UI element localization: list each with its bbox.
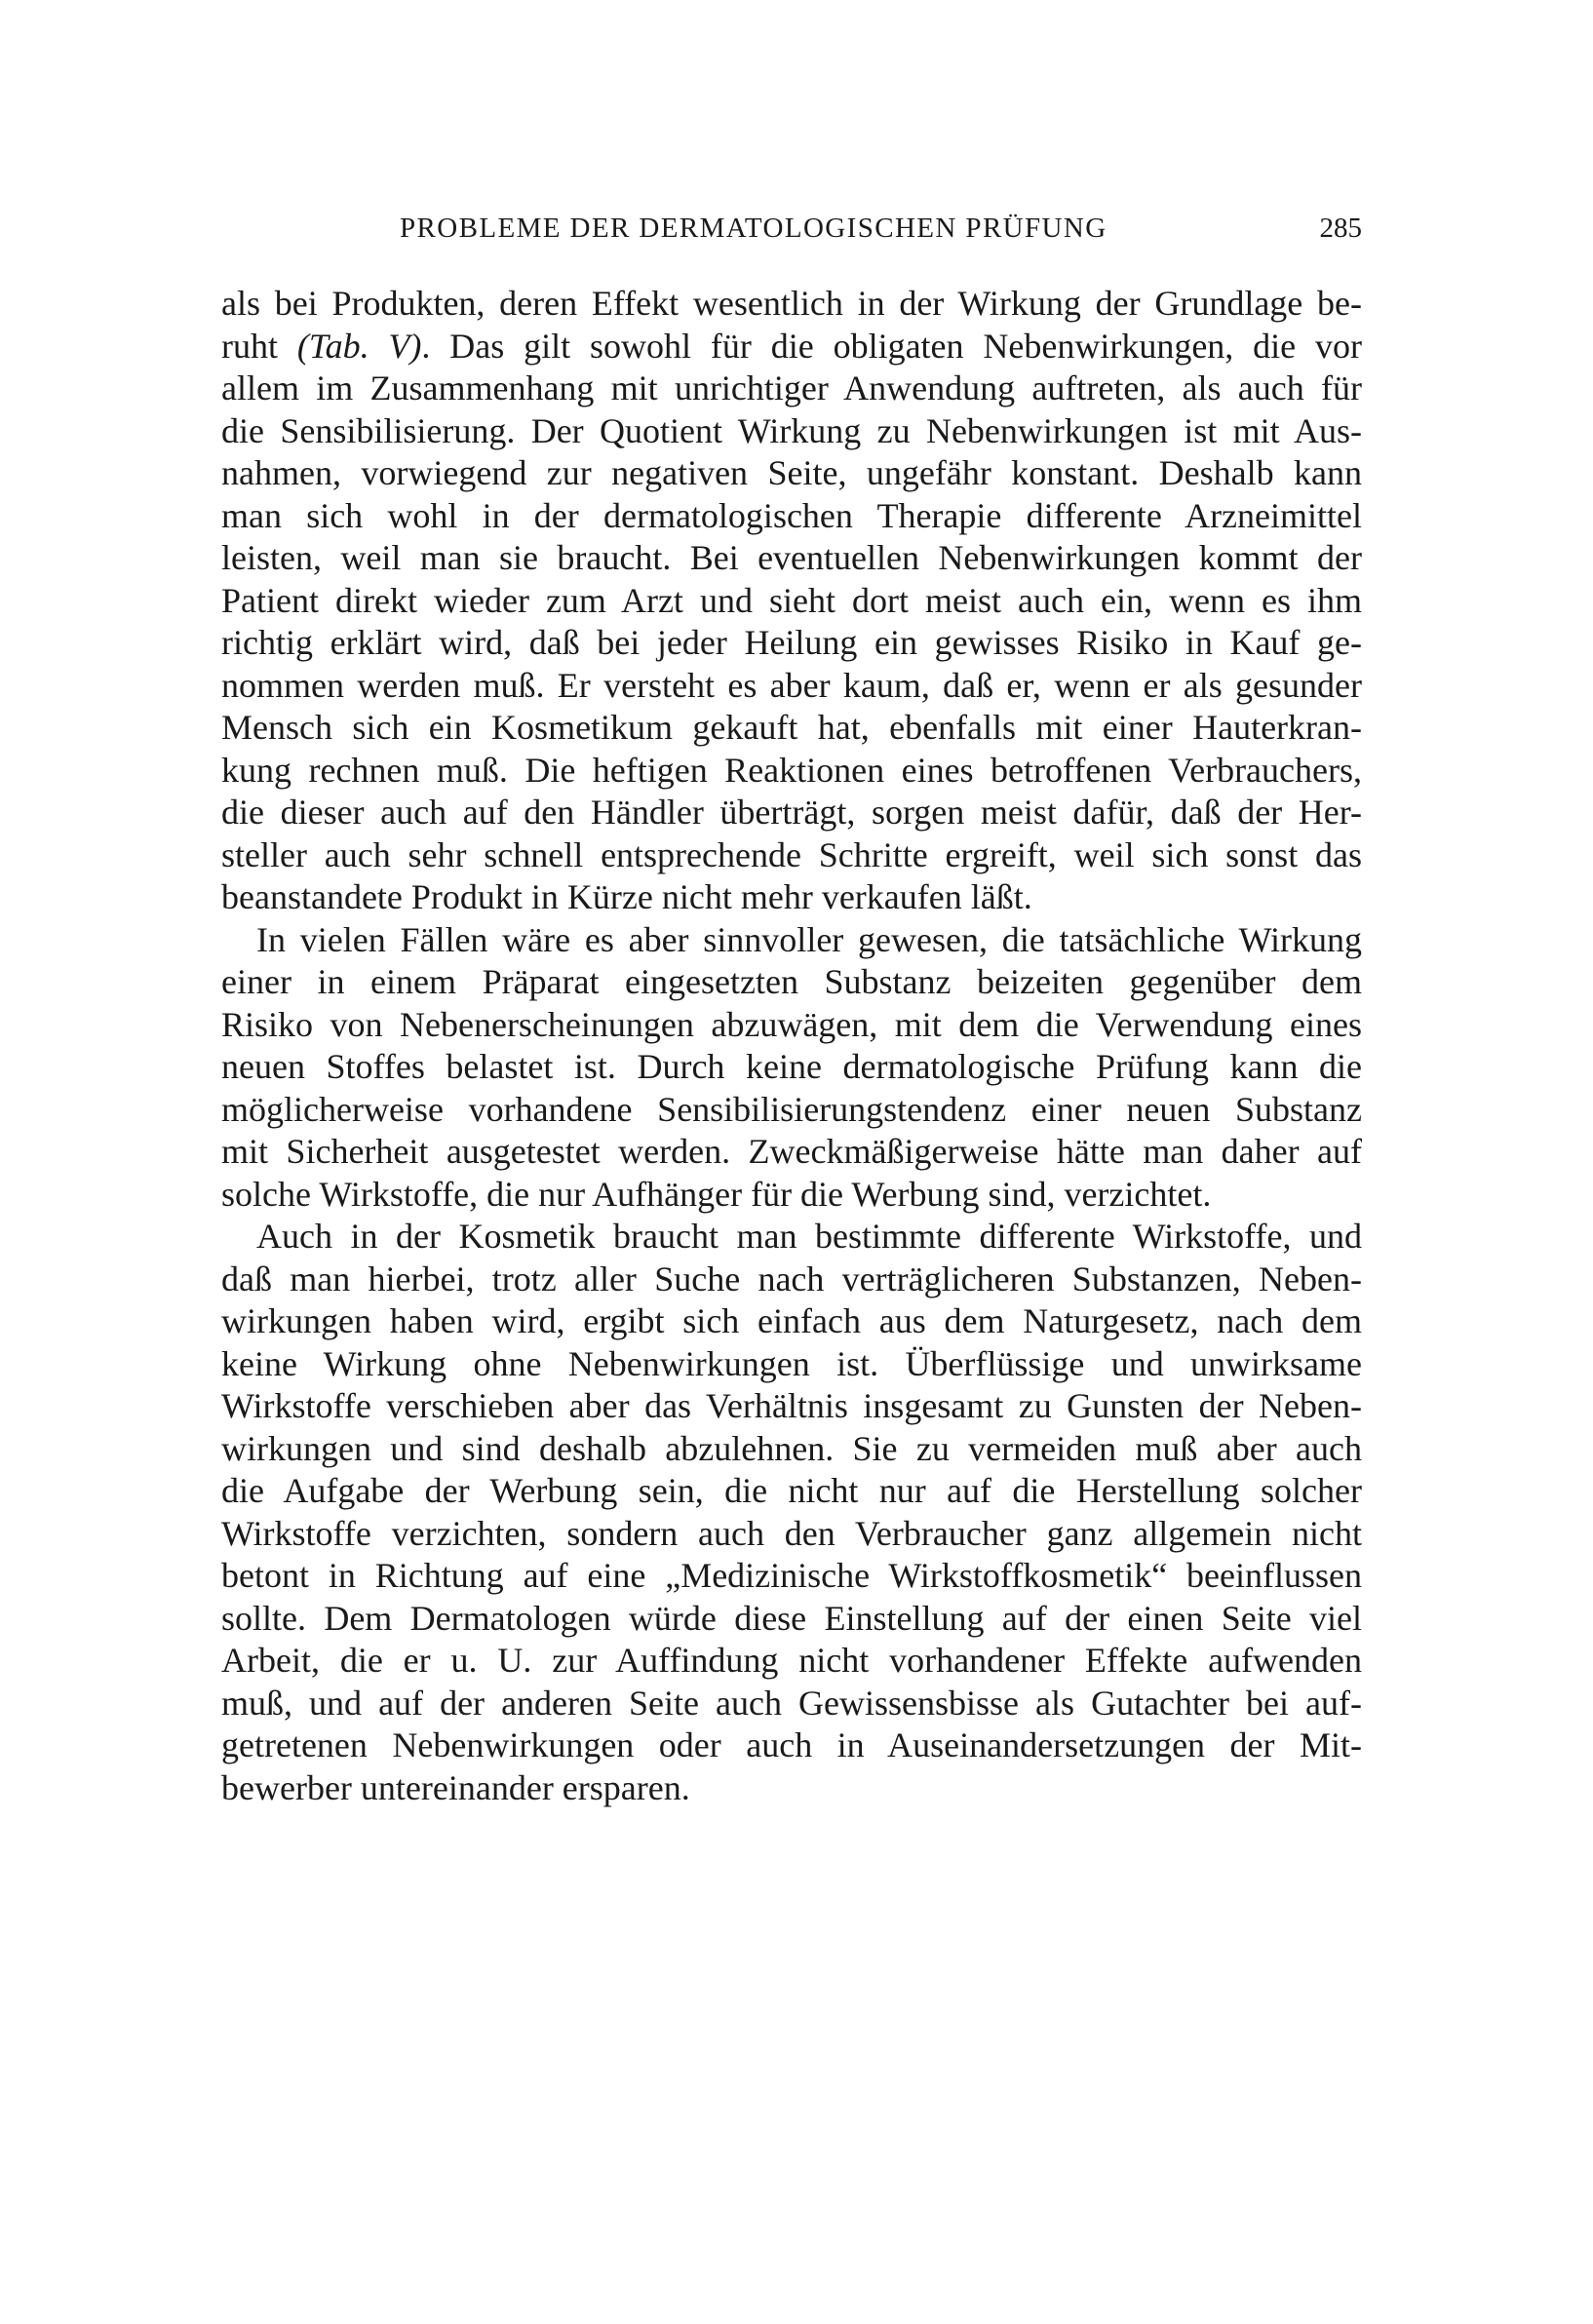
text-line	[221, 834, 1362, 877]
text-line	[221, 1598, 1362, 1641]
text-line	[221, 1089, 1362, 1132]
text-line	[221, 368, 1362, 410]
text-line	[221, 961, 1362, 1004]
text-line	[221, 792, 1362, 834]
line-text: nommen werden muß. Er versteht es aber kaum, daß er, wenn er als gesunder	[221, 665, 1362, 705]
line-text: steller auch sehr schnell entsprechende Schritte ergreift, weil sich sonst das	[221, 834, 1362, 874]
line-text: nahmen, vorwiegend zur negativen Seite, ungefähr konstant. Deshalb kann	[221, 453, 1362, 492]
text-line	[221, 1004, 1362, 1047]
line-text: Wirkstoffe verschieben aber das Verhältnis insgesamt zu Gunsten der Neben-	[221, 1386, 1362, 1425]
text-line	[221, 1555, 1362, 1598]
line-text: kung rechnen muß. Die heftigen Reaktionen eines betroffenen Verbrauchers,	[221, 750, 1362, 790]
line-text: leisten, weil man sie braucht. Bei eventuellen Nebenwirkungen kommt der	[221, 538, 1362, 577]
text-line	[221, 1767, 1362, 1810]
paragraph	[221, 283, 1362, 919]
line-text: muß, und auf der anderen Seite auch Gewissensbisse als Gutachter bei auf-	[221, 1683, 1362, 1723]
line-text: die Sensibilisierung. Der Quotient Wirkung zu Nebenwirkungen ist mit Aus-	[221, 410, 1362, 450]
line-text: Risiko von Nebenerscheinungen abzuwägen, mit dem die Verwendung eines	[221, 1004, 1362, 1044]
text-line	[221, 1470, 1362, 1513]
text-line	[221, 410, 1362, 453]
text-line	[221, 1131, 1362, 1174]
text-line	[221, 919, 1362, 962]
text-line	[221, 452, 1362, 495]
paragraph	[221, 1216, 1362, 1809]
text-line	[221, 495, 1362, 538]
line-text: wirkungen und sind deshalb abzulehnen. Sie zu vermeiden muß aber auch	[221, 1428, 1362, 1468]
line-text: Auch in der Kosmetik braucht man bestimmte differente Wirkstoffe, und	[256, 1217, 1362, 1256]
line-text: ruht	[221, 326, 297, 366]
line-text: richtig erklärt wird, daß bei jeder Heilung ein gewisses Risiko in Kauf ge-	[221, 623, 1362, 662]
line-text: solche Wirkstoffe, die nur Aufhänger für die Werbung sind, verzichtet.	[221, 1174, 1212, 1214]
text-line	[221, 750, 1362, 793]
line-text: beanstandete Produkt in Kürze nicht mehr verkaufen läßt.	[221, 877, 1032, 916]
text-line	[221, 326, 1362, 368]
text-line	[221, 283, 1362, 326]
line-text: Mensch sich ein Kosmetikum gekauft hat, ebenfalls mit einer Hauterkran-	[221, 708, 1362, 747]
line-text: betont in Richtung auf eine „Medizinische Wirkstoffkosmetik“ beeinflussen	[221, 1556, 1362, 1595]
line-text: Arbeit, die er u. U. zur Auffindung nicht vorhandener Effekte aufwenden	[221, 1641, 1362, 1680]
text-line	[221, 1046, 1362, 1089]
text-line	[221, 1343, 1362, 1386]
text-line	[221, 876, 1362, 919]
text-line	[221, 707, 1362, 750]
page-number: 285	[1319, 213, 1362, 244]
line-text-continued: . Das gilt sowohl für die obligaten Nebenwirkungen, die vor	[421, 326, 1362, 366]
line-text: In vielen Fällen wäre es aber sinnvoller gewesen, die tatsächliche Wirkung	[256, 919, 1362, 959]
line-text: getretenen Nebenwirkungen oder auch in Auseinandersetzungen der Mit-	[221, 1725, 1362, 1764]
line-text: neuen Stoffes belastet ist. Durch keine dermatologische Prüfung kann die	[221, 1047, 1362, 1086]
text-line	[221, 1259, 1362, 1301]
text-line	[221, 1216, 1362, 1259]
text-line	[221, 1385, 1362, 1428]
line-text: die Aufgabe der Werbung sein, die nicht nur auf die Herstellung solcher	[221, 1471, 1362, 1510]
line-text: man sich wohl in der dermatologischen Therapie differente Arzneimittel	[221, 495, 1362, 535]
text-line	[221, 622, 1362, 665]
table-reference: (Tab. V)	[296, 326, 422, 366]
line-text: die dieser auch auf den Händler überträgt, sorgen meist dafür, daß der Her-	[221, 793, 1362, 832]
line-text: allem im Zusammenhang mit unrichtiger Anwendung auftreten, als auch für	[221, 368, 1362, 407]
text-line	[221, 665, 1362, 708]
text-line	[221, 1300, 1362, 1343]
line-text: Patient direkt wieder zum Arzt und sieht dort meist auch ein, wenn es ihm	[221, 580, 1362, 620]
line-text: daß man hierbei, trotz aller Suche nach verträglicheren Substanzen, Neben-	[221, 1259, 1362, 1298]
text-line	[221, 580, 1362, 623]
running-head	[221, 213, 1362, 252]
body-text	[221, 283, 1362, 1809]
line-text: keine Wirkung ohne Nebenwirkungen ist. Überflüssige und unwirksame	[221, 1343, 1362, 1383]
line-text: als bei Produkten, deren Effekt wesentlich in der Wirkung der Grundlage be-	[221, 284, 1362, 323]
line-text: sollte. Dem Dermatologen würde diese Einstellung auf der einen Seite viel	[221, 1598, 1362, 1638]
text-line	[221, 1174, 1362, 1217]
line-text: bewerber untereinander ersparen.	[221, 1767, 690, 1807]
line-text: Wirkstoffe verzichten, sondern auch den Verbraucher ganz allgemein nicht	[221, 1513, 1362, 1553]
text-line	[221, 537, 1362, 580]
text-line	[221, 1683, 1362, 1725]
text-line	[221, 1640, 1362, 1683]
running-title: PROBLEME DER DERMATOLOGISCHEN PRÜFUNG	[400, 213, 1107, 244]
line-text: einer in einem Präparat eingesetzten Substanz beizeiten gegenüber dem	[221, 962, 1362, 1001]
text-line	[221, 1513, 1362, 1556]
line-text: wirkungen haben wird, ergibt sich einfach aus dem Naturgesetz, nach dem	[221, 1301, 1362, 1340]
text-line	[221, 1724, 1362, 1767]
line-text: möglicherweise vorhandene Sensibilisierungstendenz einer neuen Substanz	[221, 1089, 1362, 1129]
text-line	[221, 1428, 1362, 1471]
paragraph	[221, 919, 1362, 1217]
line-text: mit Sicherheit ausgetestet werden. Zweckmäßigerweise hätte man daher auf	[221, 1132, 1362, 1171]
